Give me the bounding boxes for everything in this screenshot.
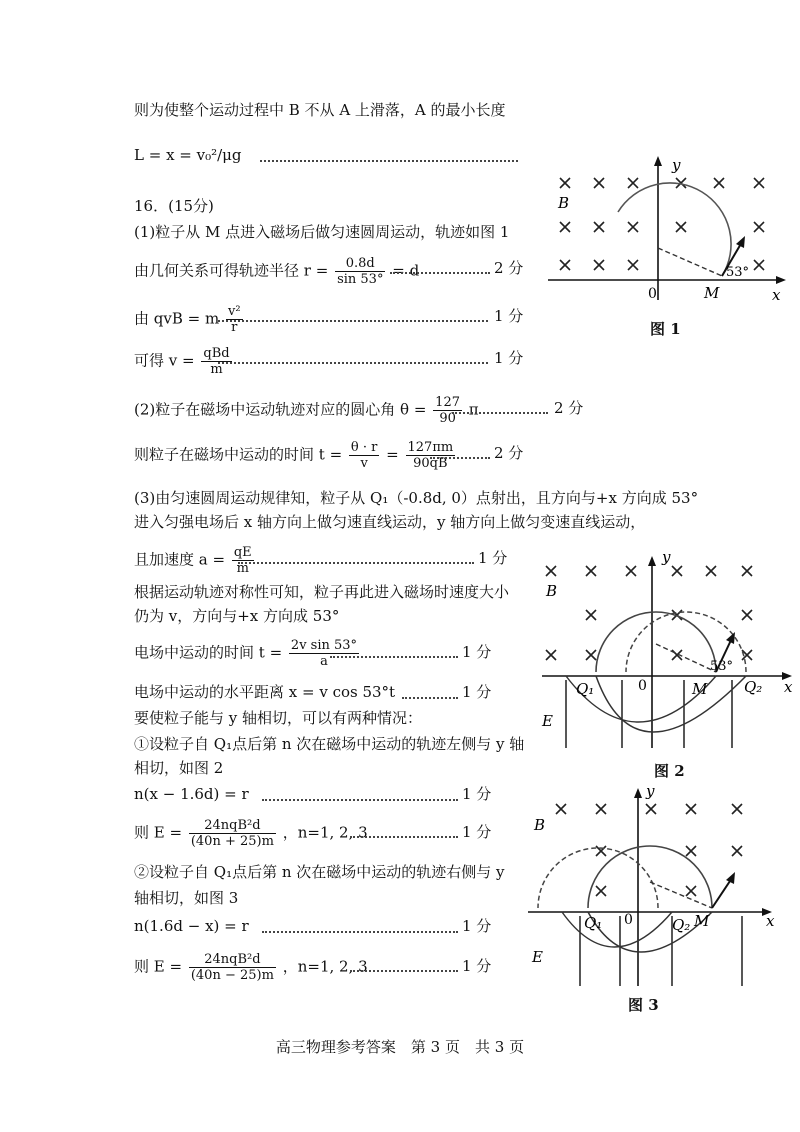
fig3-x-label: x (766, 912, 775, 930)
part3-line-n: 轴相切，如图 3 (134, 889, 239, 907)
fig3-Q1-label: Q₁ (584, 914, 603, 932)
fig2-E-label: E (542, 712, 553, 730)
accel-num: qE (233, 545, 252, 560)
part1-line-a: (1)粒子从 M 点进入磁场后做匀速圆周运动，轨迹如图 1 (134, 223, 510, 241)
part2-time-pre: 则粒子在磁场中运动的时间 t = (134, 445, 343, 464)
part2-angle-pre: (2)粒子在磁场中运动轨迹对应的圆心角 θ = (134, 400, 427, 419)
score-label: 1 分 (478, 549, 508, 567)
radius-den: sin 53° (337, 272, 384, 287)
fig2-Q1-label: Q₁ (576, 680, 595, 698)
trajectory-efield-curve-2 (562, 912, 672, 947)
efield-time-num: 2v sin 53° (290, 638, 358, 653)
fig2-Q2-label: Q₂ (744, 678, 763, 696)
score-label: 1 分 (494, 349, 524, 367)
radius-line (650, 882, 712, 908)
part3-line-m: ②设粒子自 Q₁点后第 n 次在磁场中运动的轨迹右侧与 y (134, 863, 505, 881)
dot-leader (350, 970, 458, 972)
fig2-angle: 53° (710, 659, 734, 674)
fig3-origin: 0 (624, 912, 633, 928)
fig1-angle: 53° (726, 265, 750, 280)
time-den-1: v (360, 456, 368, 471)
score-label: 2 分 (554, 399, 584, 417)
part3-line-e: 仍为 v，方向与+x 方向成 53° (134, 607, 340, 625)
time-fraction-2 (406, 440, 456, 471)
electric-field-lines (580, 916, 742, 986)
score-label: 1 分 (462, 823, 492, 841)
part3-accel (134, 545, 256, 576)
angle-num: 127 (435, 395, 460, 410)
dot-leader (260, 160, 518, 162)
angle-den: 90 (439, 411, 456, 426)
part3-eq-k: n(x − 1.6d) = r (134, 785, 249, 803)
part3-line-b: 进入匀强电场后 x 轴方向上做匀速直线运动，y 轴方向上做匀变速直线运动， (134, 513, 646, 531)
force-num: v² (227, 304, 241, 319)
radius-line (658, 248, 722, 276)
fig2-y-label: y (662, 548, 671, 566)
time-num-1: θ · r (350, 440, 378, 455)
L-formula: L = x = v₀²/μg (134, 146, 242, 164)
part2-angle (134, 395, 479, 426)
part3-eq-o: n(1.6d − x) = r (134, 917, 249, 935)
E1-num: 24nqB²d (189, 818, 276, 834)
part3-accel-pre: 且加速度 a = (134, 550, 226, 569)
E2-num: 24nqB²d (189, 952, 276, 968)
dot-leader (238, 562, 474, 564)
velocity-arrow (712, 878, 732, 908)
time-den-2: 90qB (413, 456, 448, 471)
efield-time-fraction (289, 638, 359, 669)
part1-velocity-pre: 可得 v = (134, 351, 195, 370)
score-label: 1 分 (462, 917, 492, 935)
part3-line-a: (3)由匀速圆周运动规律知，粒子从 Q₁（-0.8d, 0）点射出，且方向与+x 方向成 53° (134, 489, 699, 507)
velocity-den: m (210, 362, 223, 377)
score-label: 1 分 (462, 957, 492, 975)
fig3-y-label: y (646, 782, 655, 800)
fig1-x-label: x (772, 286, 781, 304)
trajectory-efield-curve (596, 676, 746, 732)
E1-den: (40n + 25)m (190, 834, 274, 849)
dot-leader (218, 320, 488, 322)
part3-E2 (134, 952, 368, 983)
fig1-origin: 0 (648, 286, 657, 302)
fig3-E-label: E (532, 948, 543, 966)
time-fraction-1 (349, 440, 379, 471)
accel-den: m (236, 561, 249, 576)
equals-sign: = (386, 445, 399, 464)
fig3-Q2-label: Q₂ (672, 916, 691, 934)
dot-leader (430, 457, 490, 459)
x-axis-arrow (776, 276, 786, 284)
dot-leader (402, 697, 458, 699)
figure-1-caption: 图 1 (650, 320, 681, 338)
velocity-arrowhead (726, 632, 735, 644)
part3-E1-post: ，n=1, 2, 3 (282, 823, 368, 842)
accel-fraction (232, 545, 254, 576)
E1-fraction (189, 818, 276, 849)
part3-E1 (134, 818, 368, 849)
figure-3 (522, 782, 786, 996)
fig1-y-label: y (672, 156, 681, 174)
figure-1 (548, 150, 788, 310)
fig2-M-label: M (692, 680, 708, 698)
score-label: 1 分 (462, 785, 492, 803)
dot-leader (390, 272, 490, 274)
efield-time-den: a (320, 654, 328, 669)
trajectory-dashed-arc-left (538, 848, 658, 908)
dot-leader (262, 799, 458, 801)
part2-time (134, 440, 457, 471)
score-label: 1 分 (462, 683, 492, 701)
angle-fraction (433, 395, 462, 426)
part3-line-d: 根据运动轨迹对称性可知，粒子再此进入磁场时速度大小 (134, 583, 510, 601)
score-label: 2 分 (494, 259, 524, 277)
velocity-arrowhead (726, 872, 735, 884)
velocity-arrowhead (736, 236, 745, 248)
dot-leader (262, 931, 458, 933)
dot-leader (350, 836, 458, 838)
dot-leader (330, 656, 458, 658)
fig3-M-label: M (694, 912, 710, 930)
part2-angle-post: π (468, 400, 479, 419)
E2-den: (40n − 25)m (190, 968, 274, 983)
radius-num: 0.8d (335, 256, 385, 272)
E2-fraction (189, 952, 276, 983)
figure-2-caption: 图 2 (654, 762, 685, 780)
part3-line-h: 要使粒子能与 y 轴相切，可以有两种情况： (134, 709, 423, 727)
part3-line-i: ①设粒子自 Q₁点后第 n 次在磁场中运动的轨迹左侧与 y 轴 (134, 735, 525, 753)
fig1-B-label: B (558, 194, 570, 212)
radius-fraction (335, 256, 385, 287)
question-16-title: 16．(15分) (134, 197, 214, 215)
intro-line: 则为使整个运动过程中 B 不从 A 上滑落，A 的最小长度 (134, 101, 506, 119)
page-footer: 高三物理参考答案 第 3 页 共 3 页 (275, 1038, 525, 1056)
radius-line (656, 644, 716, 672)
fig2-x-label: x (784, 678, 793, 696)
figure-3-caption: 图 3 (628, 996, 659, 1014)
y-axis-arrow (634, 788, 642, 798)
part3-E1-pre: 则 E = (134, 823, 183, 842)
velocity-num: qBd (203, 346, 230, 361)
dot-leader (218, 362, 488, 364)
part1-radius-pre: 由几何关系可得轨迹半径 r = (134, 261, 329, 280)
score-label: 2 分 (494, 444, 524, 462)
part3-E2-pre: 则 E = (134, 957, 183, 976)
score-label: 1 分 (462, 643, 492, 661)
trajectory-solid-arc (596, 612, 716, 672)
score-label: 1 分 (494, 307, 524, 325)
y-axis-arrow (648, 556, 656, 566)
part3-time-pre: 电场中运动的时间 t = (134, 643, 283, 662)
part1-radius-post: = d (392, 261, 420, 280)
y-axis-arrow (654, 156, 662, 166)
part3-time (134, 638, 361, 669)
part3-line-j: 相切，如图 2 (134, 759, 224, 777)
part3-distance: 电场中运动的水平距离 x = v cos 53°t (134, 683, 396, 701)
dot-leader (452, 412, 548, 414)
part1-radius (134, 256, 419, 287)
fig3-B-label: B (534, 816, 546, 834)
part3-E2-post: ，n=1, 2, 3 (282, 957, 368, 976)
force-den: r (231, 320, 238, 335)
fig1-M-label: M (704, 284, 720, 302)
figure-2 (536, 548, 798, 760)
time-num-2: 127πm (407, 440, 454, 455)
fig2-origin: 0 (638, 678, 647, 694)
fig2-B-label: B (546, 582, 558, 600)
part1-force-pre: 由 qvB = m (134, 309, 220, 328)
